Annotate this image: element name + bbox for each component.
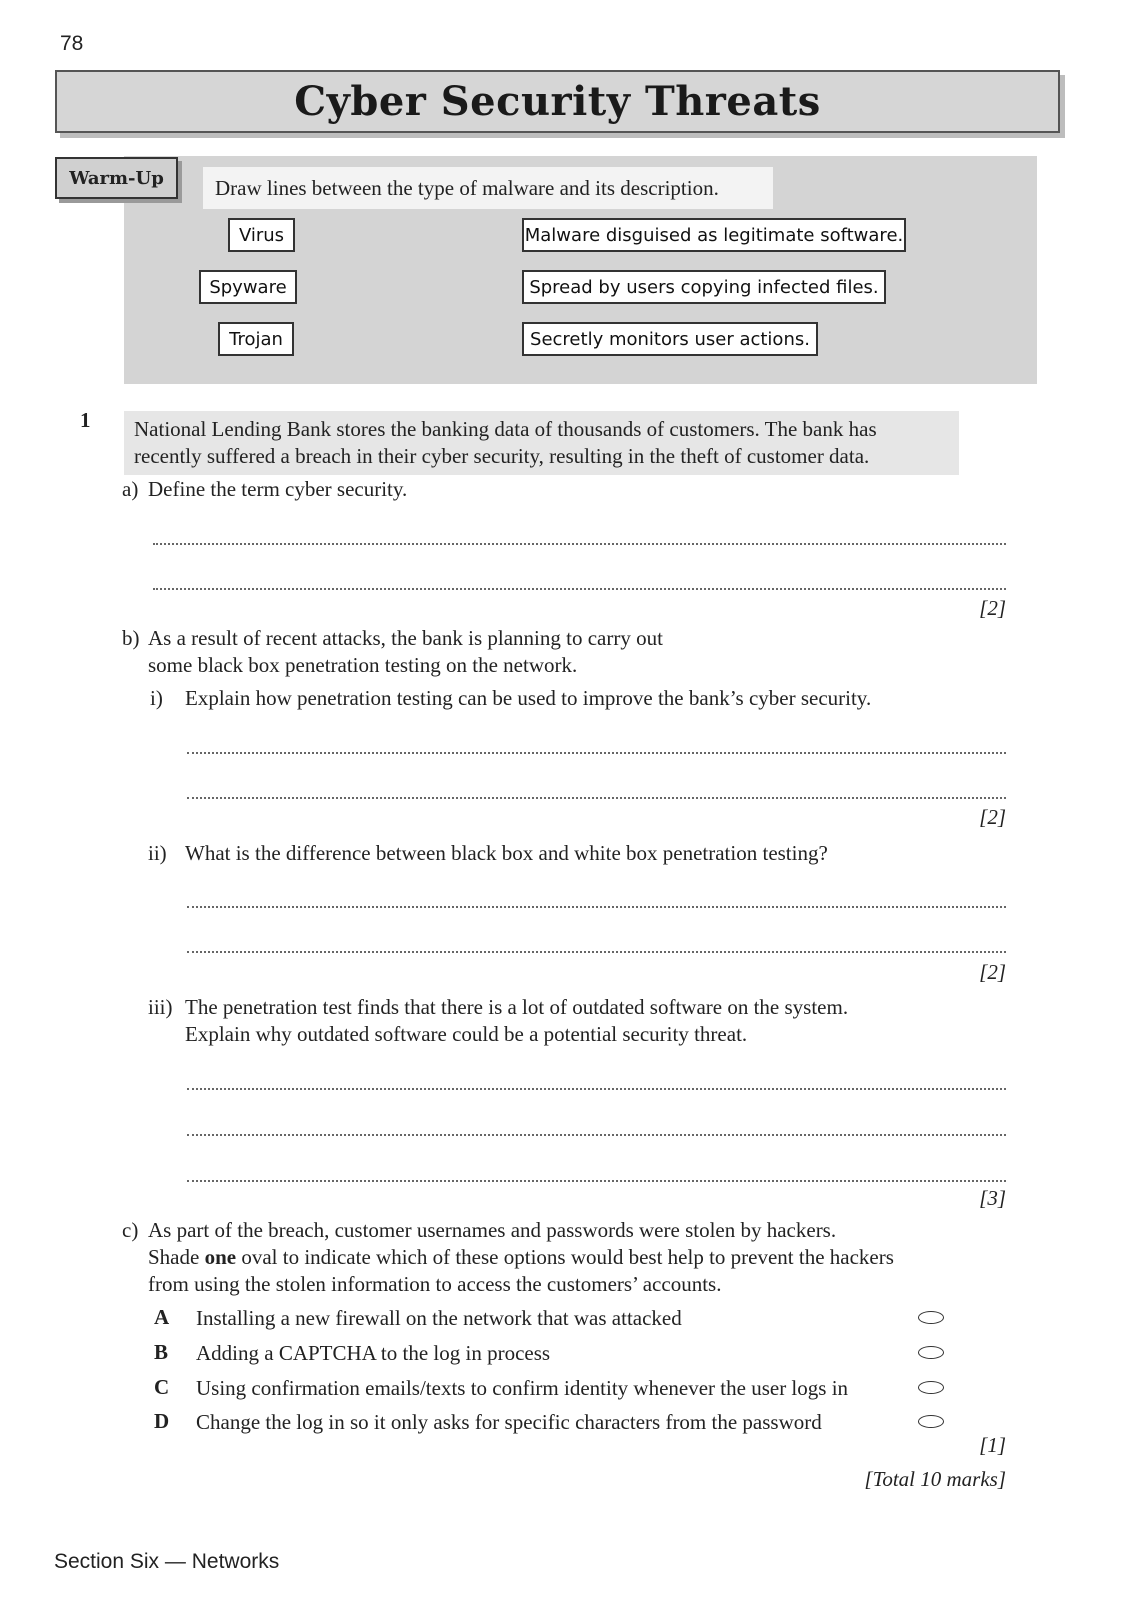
part-b-line-2: some black box penetration testing on the network. [148, 653, 578, 677]
warmup-instruction: Draw lines between the type of malware and its description. [203, 167, 773, 209]
part-a-label: a) [122, 477, 139, 501]
malware-description-2[interactable]: Spread by users copying infected files. [522, 270, 886, 304]
part-c-line-2-post: oval to indicate which of these options would best help to prevent the hackers [236, 1245, 894, 1269]
malware-type-trojan[interactable]: Trojan [218, 322, 294, 356]
stem-line-1: National Lending Bank stores the banking data of thousands of customers. The bank has [134, 417, 877, 441]
option-text-d: Change the log in so it only asks for specific characters from the password [196, 1410, 822, 1434]
answer-line[interactable] [187, 1088, 1006, 1090]
malware-type-virus[interactable]: Virus [228, 218, 295, 252]
footer-section: Section Six — Networks [54, 1550, 280, 1573]
option-letter-d: D [154, 1409, 170, 1433]
part-biii-label: iii) [148, 995, 173, 1019]
answer-oval-a[interactable] [918, 1311, 944, 1324]
option-letter-c: C [154, 1375, 170, 1399]
part-bii-label: ii) [148, 841, 167, 865]
answer-line[interactable] [187, 906, 1006, 908]
marks-bii: [2] [979, 960, 1006, 984]
answer-oval-c[interactable] [918, 1381, 944, 1394]
malware-type-spyware[interactable]: Spyware [199, 270, 297, 304]
part-bi-label: i) [150, 686, 163, 710]
stem-line-2: recently suffered a breach in their cyber security, resulting in the theft of customer data. [134, 444, 870, 468]
option-text-a: Installing a new firewall on the network that was attacked [196, 1306, 682, 1330]
answer-oval-b[interactable] [918, 1346, 944, 1359]
part-c-line-3: from using the stolen information to access the customers’ accounts. [148, 1272, 722, 1296]
part-b-label: b) [122, 626, 140, 650]
malware-description-1[interactable]: Malware disguised as legitimate software. [522, 218, 906, 252]
answer-line[interactable] [153, 588, 1006, 590]
malware-description-3[interactable]: Secretly monitors user actions. [522, 322, 818, 356]
option-text-b: Adding a CAPTCHA to the log in process [196, 1341, 551, 1365]
marks-a: [2] [979, 596, 1006, 620]
question-stem [124, 411, 959, 475]
answer-line[interactable] [187, 951, 1006, 953]
part-a-question: Define the term cyber security. [148, 477, 408, 501]
part-bi-question: Explain how penetration testing can be used to improve the bank’s cyber security. [185, 686, 872, 710]
part-biii-line-2: Explain why outdated software could be a potential security threat. [185, 1022, 748, 1046]
page-number: 78 [60, 32, 84, 55]
warmup-tag: Warm-Up [55, 157, 178, 199]
marks-c: [1] [979, 1433, 1006, 1457]
option-letter-b: B [154, 1340, 169, 1364]
part-bii-question: What is the difference between black box and white box penetration testing? [185, 841, 828, 865]
answer-line[interactable] [187, 1180, 1006, 1182]
question-number: 1 [80, 408, 91, 432]
part-b-line-1: As a result of recent attacks, the bank is planning to carry out [148, 626, 663, 650]
option-letter-a: A [154, 1305, 170, 1329]
answer-line[interactable] [187, 752, 1006, 754]
marks-bi: [2] [979, 805, 1006, 829]
page-title: Cyber Security Threats [294, 78, 821, 125]
answer-line[interactable] [153, 543, 1006, 545]
part-c-label: c) [122, 1218, 139, 1242]
part-c-line-2-pre: Shade [148, 1245, 205, 1269]
answer-oval-d[interactable] [918, 1415, 944, 1428]
part-c-line-2 [148, 1244, 894, 1271]
part-c-emphasis: one [204, 1245, 237, 1269]
part-c-line-1: As part of the breach, customer usernames and passwords were stolen by hackers. [148, 1218, 837, 1242]
answer-line[interactable] [187, 1134, 1006, 1136]
option-text-c: Using confirmation emails/texts to confirm identity whenever the user logs in [196, 1376, 849, 1400]
answer-line[interactable] [187, 797, 1006, 799]
total-marks: [Total 10 marks] [864, 1467, 1006, 1491]
marks-biii: [3] [979, 1186, 1006, 1210]
part-biii-line-1: The penetration test finds that there is a lot of outdated software on the system. [185, 995, 849, 1019]
title-banner [55, 70, 1060, 133]
